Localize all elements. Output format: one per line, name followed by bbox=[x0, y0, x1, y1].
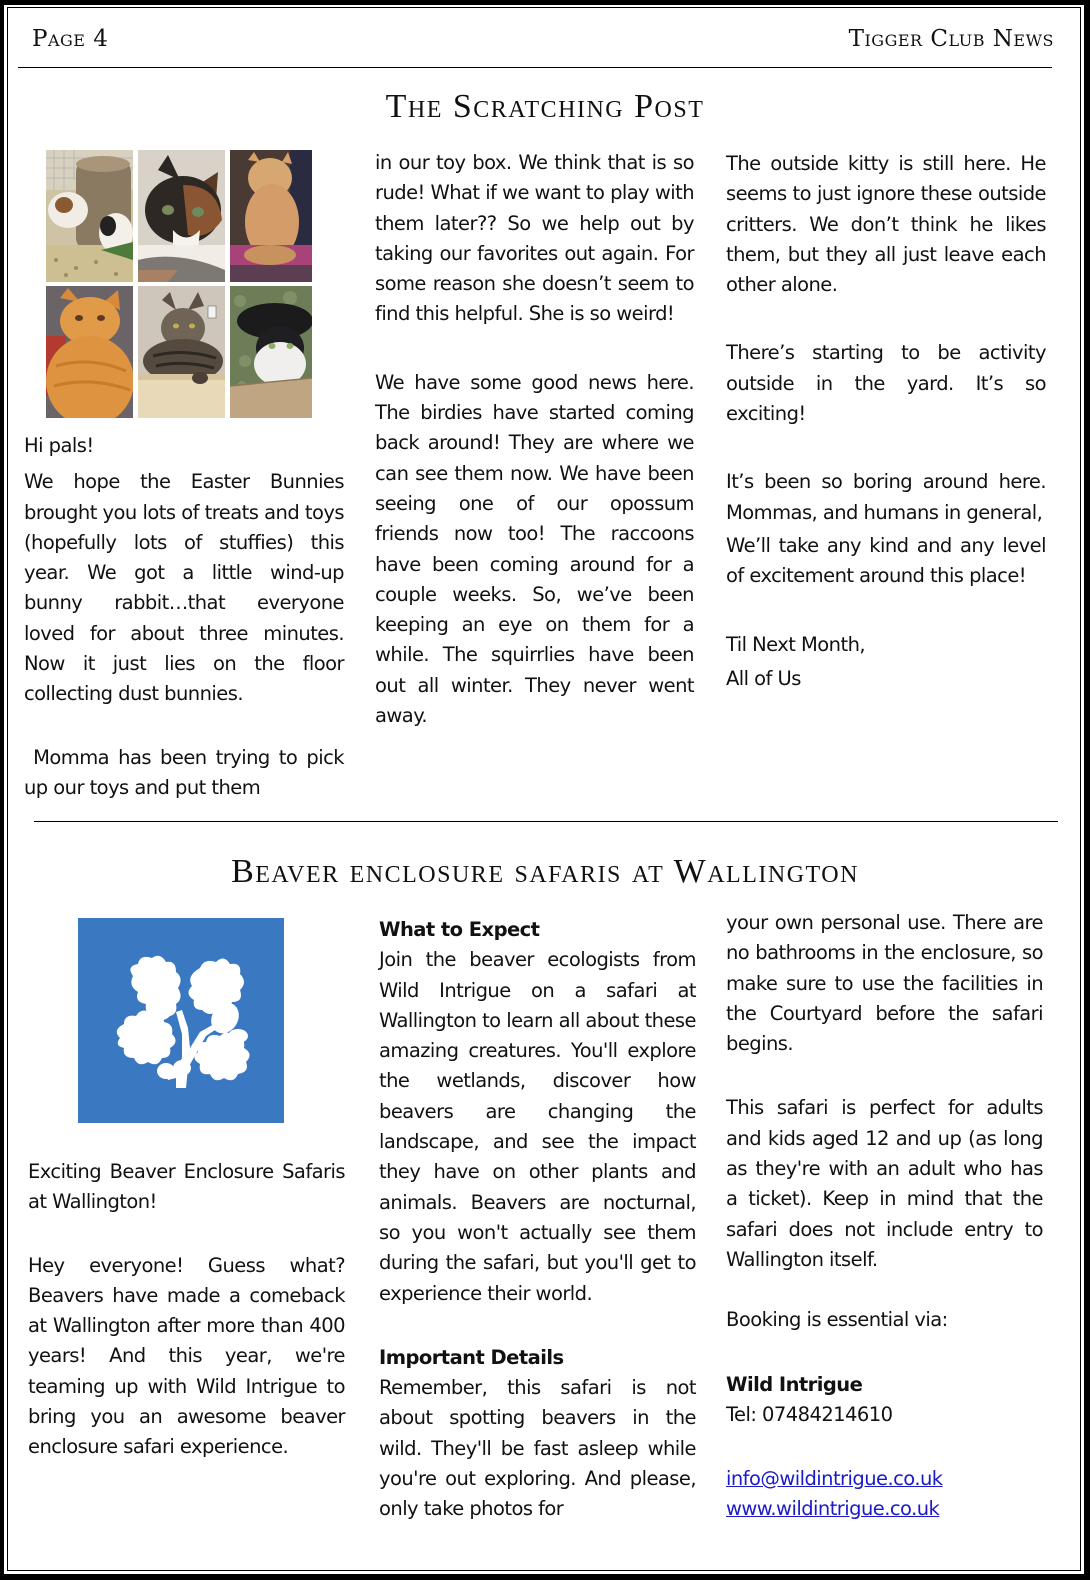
oak-leaf-icon bbox=[78, 918, 284, 1123]
scratching-post-column-2 bbox=[375, 148, 694, 731]
subheading-what-to-expect: What to Expect bbox=[379, 918, 540, 941]
website-link-line bbox=[726, 1494, 1043, 1524]
intro-line: Exciting Beaver Enclosure Safaris at Wallington! bbox=[28, 1160, 345, 1214]
booking-note: Booking is essential via: bbox=[726, 1308, 948, 1332]
paragraph: your own personal use. There are no bathrooms in the enclosure, so make sure to use the facilities in the Courtyard before the safari begins. bbox=[726, 911, 1043, 1056]
email-link[interactable]: info@wildintrigue.co.uk bbox=[726, 1467, 943, 1491]
scratching-post-column-3 bbox=[726, 149, 1046, 694]
subheading-important-details: Important Details bbox=[379, 1345, 564, 1369]
photo-orange-longhair-cat bbox=[230, 150, 312, 282]
telephone: Tel: 07484214610 bbox=[726, 1402, 893, 1426]
paragraph: We have some good news here. The birdies have started coming back around! They are where we can see them now. We have been seeing one of our opossum friends now too! The raccoons have been coming around for a couple weeks. So, we’ve been keeping an eye on them for a while. The squirrlies have been out all winter. They never went away. bbox=[375, 370, 694, 728]
beaver-column-3 bbox=[726, 908, 1043, 1525]
paragraph: This safari is perfect for adults and kids aged 12 and up (as long as they're with an adult who has a ticket). Keep in mind that the safari does not include entry to Wallington itself. bbox=[726, 1096, 1043, 1271]
paragraph: We hope the Easter Bunnies brought you lots of treats and toys (hopefully lots of stuffies) this year. We got a little wind-up bunny rabbit…that everyone loved for about three minutes. Now it just lies on the floor collecting dust bunnies. bbox=[24, 470, 344, 706]
cat-photo-collage bbox=[46, 150, 312, 418]
organization-name: Wild Intrigue bbox=[726, 1372, 863, 1396]
paragraph: Remember, this safari is not about spotting beavers in the wild. They'll be fast asleep while you're out exploring. And please, only take photos for bbox=[379, 1376, 696, 1521]
beaver-column-2 bbox=[379, 915, 696, 1525]
paragraph: Join the beaver ecologists from Wild Intrigue on a safari at Wallington to learn all about these amazing creatures. You'll explore the wetlands, discover how beavers are changing the landscape, and see the impact they have on other plants and animals. Beavers are nocturnal, so you won't actually see them during the safari, but you'll get to experience their world. bbox=[379, 948, 696, 1305]
section-divider bbox=[34, 821, 1058, 822]
paragraph: Momma has been trying to pick up our toys and put them bbox=[24, 745, 350, 799]
national-trust-logo bbox=[78, 918, 284, 1123]
email-link-line bbox=[726, 1464, 1043, 1494]
paragraph: It’s been so boring around here. Mommas, and humans in general, bbox=[726, 470, 1046, 524]
paragraph: We’ll take any kind and any level of excitement around this place! bbox=[726, 533, 1046, 588]
paragraph: The outside kitty is still here. He seems to just ignore these outside critters. We don’t think he likes them, but they all just leave each other alone. bbox=[726, 152, 1046, 297]
signoff-signature: All of Us bbox=[726, 666, 801, 690]
photo-calico-cat bbox=[138, 150, 225, 282]
photo-black-white-cat bbox=[230, 286, 312, 418]
page-number: Page 4 bbox=[32, 26, 109, 52]
section-title-beaver-safaris: Beaver enclosure safaris at Wallington bbox=[231, 853, 859, 890]
photo-guinea-pigs bbox=[46, 150, 133, 282]
greeting: Hi pals! bbox=[24, 434, 94, 457]
page-header bbox=[30, 24, 1054, 64]
paragraph: Hey everyone! Guess what? Beavers have made a comeback at Wallington after more than 400 years! And this year, we're teaming up with Wild Intrigue to bring you an awesome beaver enclosure safari experience. bbox=[28, 1253, 345, 1459]
signoff-line: Til Next Month, bbox=[726, 632, 866, 656]
beaver-column-1 bbox=[28, 1157, 345, 1463]
header-divider bbox=[18, 67, 1052, 68]
scratching-post-column-1 bbox=[24, 431, 350, 803]
photo-orange-tabby-cat bbox=[46, 286, 133, 418]
photo-brown-tabby-cat bbox=[138, 286, 225, 418]
section-title-scratching-post: The Scratching Post bbox=[385, 88, 705, 125]
paragraph: There’s starting to be activity outside in the yard. It’s so exciting! bbox=[726, 341, 1046, 426]
website-link[interactable]: www.wildintrigue.co.uk bbox=[726, 1497, 940, 1521]
newsletter-name: Tigger Club News bbox=[848, 26, 1054, 52]
paragraph: in our toy box. We think that is so rude! What if we want to play with them later?? So we help out by taking our favorites out again. For some reason she doesn’t seem to find this helpful. She is so weird! bbox=[375, 151, 694, 326]
